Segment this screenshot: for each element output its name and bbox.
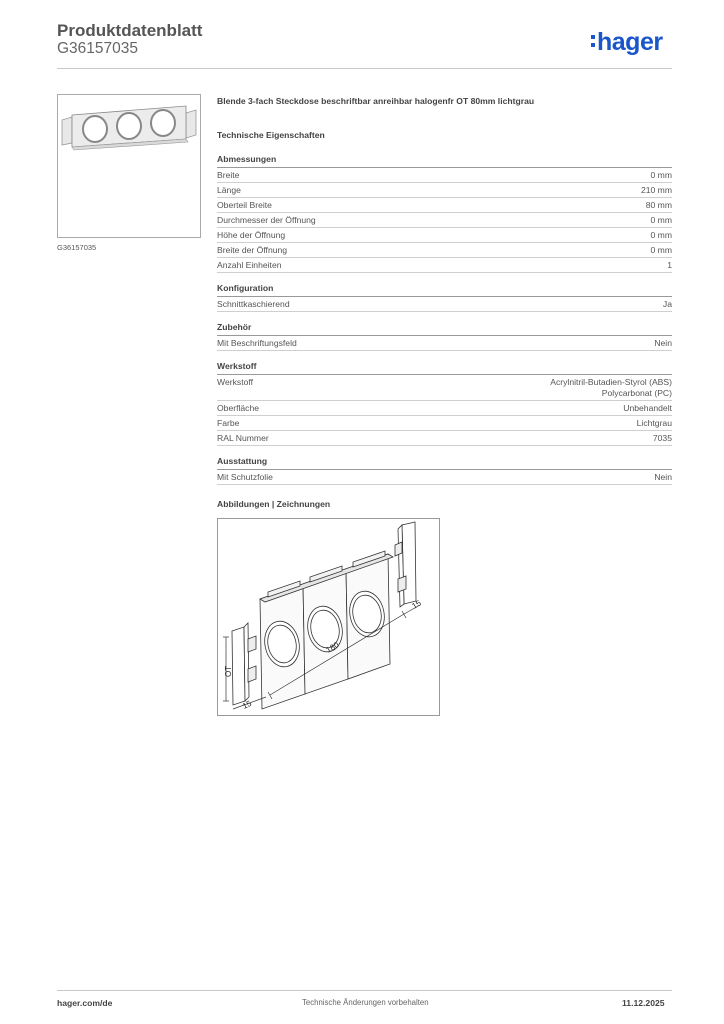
section-title: Abmessungen [217, 154, 672, 168]
property-row [217, 431, 672, 446]
property-label: Durchmesser der Öffnung [217, 214, 316, 225]
property-row [217, 416, 672, 431]
property-value: Ja [662, 298, 672, 309]
property-label: Werkstoff [217, 376, 253, 387]
property-label: Länge [217, 184, 241, 195]
property-row [217, 198, 672, 213]
section [217, 154, 672, 273]
hager-logo [591, 28, 663, 57]
product-details [217, 96, 672, 485]
property-value: 1 [667, 259, 672, 270]
property-label: Mit Beschriftungsfeld [217, 337, 297, 348]
property-row [217, 375, 672, 401]
property-label: Mit Schutzfolie [217, 471, 273, 482]
section [217, 283, 672, 312]
property-value: 0 mm [650, 169, 672, 180]
dim-height-label: OT [224, 665, 233, 677]
section [217, 361, 672, 446]
property-label: Anzahl Einheiten [217, 259, 282, 270]
page-title: Produktdatenblatt [57, 21, 203, 40]
property-label: Oberfläche [217, 402, 260, 413]
property-row [217, 336, 672, 351]
dim-length-label: 180 [324, 640, 341, 655]
footer-divider [57, 990, 672, 991]
property-value: Unbehandelt [623, 402, 672, 413]
property-value: 80 mm [645, 199, 672, 210]
dim-right-label: 15 [410, 598, 423, 611]
property-label: Breite der Öffnung [217, 244, 288, 255]
product-image [57, 94, 201, 238]
technical-drawing [217, 518, 440, 716]
property-sections [217, 154, 672, 485]
section-title: Ausstattung [217, 456, 672, 470]
product-image-caption: G36157035 [57, 243, 97, 252]
property-row [217, 183, 672, 198]
property-value: 0 mm [650, 244, 672, 255]
property-value: Nein [654, 471, 672, 482]
product-name: Blende 3-fach Steckdose beschriftbar anreihbar halogenfr OT 80mm lichtgrau [217, 96, 535, 106]
footer-website-link[interactable]: hager.com/de [57, 998, 113, 1008]
product-code: G36157035 [57, 40, 139, 57]
dimension-drawing [218, 519, 439, 715]
section-title: Konfiguration [217, 283, 672, 297]
property-label: Schnittkaschierend [217, 298, 290, 309]
footer-date: 11.12.2025 [622, 998, 665, 1008]
property-label: Breite [217, 169, 240, 180]
section [217, 322, 672, 351]
property-row [217, 470, 672, 485]
property-row [217, 213, 672, 228]
section-title: Zubehör [217, 322, 672, 336]
property-value: 210 mm [640, 184, 672, 195]
property-value: 7035 [652, 432, 672, 443]
property-row [217, 258, 672, 273]
dim-left-label: 15 [241, 698, 253, 711]
property-label: Höhe der Öffnung [217, 229, 286, 240]
footer-note: Technische Änderungen vorbehalten [302, 998, 429, 1007]
property-row [217, 168, 672, 183]
drawings-heading: Abbildungen | Zeichnungen [217, 499, 331, 509]
section-title: Werkstoff [217, 361, 672, 375]
properties-heading: Technische Eigenschaften [217, 130, 325, 140]
logo-dots-icon [591, 32, 596, 50]
header-divider [57, 68, 672, 69]
property-value: 0 mm [650, 229, 672, 240]
property-value: Acrylnitril-Butadien-Styrol (ABS) Polycarbonat (PC) [550, 376, 672, 398]
property-value: Nein [654, 337, 672, 348]
property-row [217, 401, 672, 416]
property-value: 0 mm [650, 214, 672, 225]
property-label: Oberteil Breite [217, 199, 272, 210]
property-row [217, 243, 672, 258]
property-label: RAL Nummer [217, 432, 269, 443]
property-value: Lichtgrau [636, 417, 672, 428]
property-row [217, 297, 672, 312]
section [217, 456, 672, 485]
property-row [217, 228, 672, 243]
logo-text: hager [597, 28, 663, 56]
property-label: Farbe [217, 417, 240, 428]
cover-plate-thumbnail [58, 95, 200, 237]
